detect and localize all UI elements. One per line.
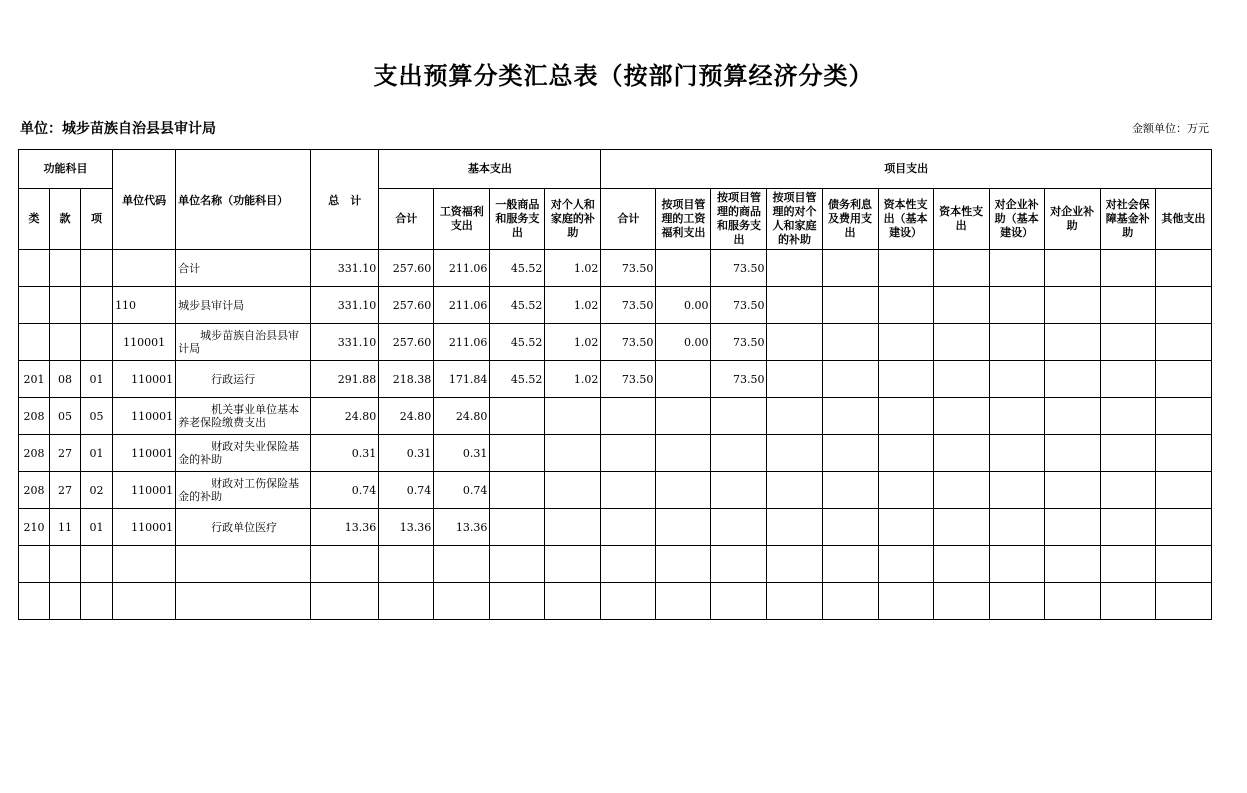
cell-value: 1.02 (545, 361, 601, 398)
cell-value (601, 435, 656, 472)
cell-value: 1.02 (545, 250, 601, 287)
cell-value: 211.06 (434, 250, 490, 287)
cell-value (1044, 546, 1100, 583)
cell-value (1044, 435, 1100, 472)
cell-value (933, 546, 989, 583)
header-basic-col: 对个人和家庭的补助 (545, 189, 601, 250)
cell-value (379, 583, 434, 620)
cell-unit-name: 合计 (176, 250, 311, 287)
header-function-subject: 功能科目 (19, 150, 113, 189)
cell-lei: 201 (19, 361, 50, 398)
cell-value: 0.00 (656, 324, 711, 361)
cell-value (1044, 509, 1100, 546)
header-basic-expenditure: 基本支出 (379, 150, 601, 189)
cell-value (656, 250, 711, 287)
header-project-col: 对企业补助（基本建设） (989, 189, 1044, 250)
cell-value (1155, 250, 1211, 287)
cell-value: 211.06 (434, 287, 490, 324)
cell-value (656, 361, 711, 398)
cell-kuan (50, 250, 81, 287)
cell-value: 0.31 (311, 435, 379, 472)
cell-value (767, 583, 822, 620)
table-row (19, 583, 1212, 620)
cell-value (933, 361, 989, 398)
cell-value (822, 361, 878, 398)
cell-value (601, 509, 656, 546)
cell-unit-code (113, 250, 176, 287)
cell-value (1100, 250, 1155, 287)
cell-value (989, 546, 1044, 583)
cell-unit-code: 110001 (113, 398, 176, 435)
cell-value (1100, 509, 1155, 546)
cell-kuan (50, 546, 81, 583)
cell-kuan (50, 583, 81, 620)
cell-value (379, 546, 434, 583)
cell-value (1044, 287, 1100, 324)
cell-value: 73.50 (711, 287, 767, 324)
header-total: 总 计 (311, 150, 379, 250)
header-project-col: 按项目管理的对个人和家庭的补助 (767, 189, 822, 250)
header-project-col: 资本性支出 (933, 189, 989, 250)
cell-value: 211.06 (434, 324, 490, 361)
cell-value (490, 398, 545, 435)
cell-value: 0.74 (379, 472, 434, 509)
cell-value (601, 398, 656, 435)
cell-value (490, 509, 545, 546)
cell-value (711, 472, 767, 509)
cell-value (878, 361, 933, 398)
header-project-col: 债务利息及费用支出 (822, 189, 878, 250)
header-basic-col: 合计 (379, 189, 434, 250)
cell-value (878, 583, 933, 620)
cell-value (1044, 361, 1100, 398)
cell-unit-name: 行政单位医疗 (176, 509, 311, 546)
cell-value (878, 509, 933, 546)
cell-xiang: 05 (81, 398, 113, 435)
cell-value: 331.10 (311, 287, 379, 324)
cell-kuan: 05 (50, 398, 81, 435)
cell-value (933, 472, 989, 509)
cell-value (1044, 398, 1100, 435)
cell-unit-name: 城步县审计局 (176, 287, 311, 324)
cell-value (1155, 472, 1211, 509)
cell-value (1100, 472, 1155, 509)
cell-value (822, 583, 878, 620)
cell-unit-code: 110001 (113, 361, 176, 398)
header-project-col: 按项目管理的工资福利支出 (656, 189, 711, 250)
cell-value (545, 583, 601, 620)
cell-value: 73.50 (601, 324, 656, 361)
cell-unit-name: 财政对失业保险基金的补助 (176, 435, 311, 472)
cell-value (989, 472, 1044, 509)
cell-value: 13.36 (434, 509, 490, 546)
cell-value (767, 472, 822, 509)
unit-label: 单位：城步苗族自治县县审计局 (20, 121, 216, 137)
cell-value: 24.80 (434, 398, 490, 435)
cell-value: 1.02 (545, 324, 601, 361)
cell-value (1100, 546, 1155, 583)
cell-value (822, 398, 878, 435)
amount-unit-label: 金额单位：万元 (1132, 122, 1209, 135)
cell-value: 73.50 (601, 287, 656, 324)
cell-value (822, 250, 878, 287)
cell-value (933, 324, 989, 361)
cell-xiang: 01 (81, 361, 113, 398)
cell-value (822, 287, 878, 324)
cell-value (767, 435, 822, 472)
cell-value (311, 583, 379, 620)
cell-lei (19, 324, 50, 361)
cell-unit-code: 110001 (113, 472, 176, 509)
cell-value (656, 472, 711, 509)
cell-value: 73.50 (711, 324, 767, 361)
cell-xiang: 01 (81, 509, 113, 546)
cell-value: 45.52 (490, 287, 545, 324)
cell-xiang (81, 287, 113, 324)
cell-unit-code: 110001 (113, 509, 176, 546)
cell-xiang (81, 583, 113, 620)
cell-value (434, 583, 490, 620)
cell-kuan: 11 (50, 509, 81, 546)
cell-value (490, 472, 545, 509)
cell-unit-code: 110 (113, 287, 176, 324)
budget-table (18, 149, 1212, 620)
cell-value: 257.60 (379, 287, 434, 324)
cell-value (490, 583, 545, 620)
header-project-col: 按项目管理的商品和服务支出 (711, 189, 767, 250)
cell-lei: 208 (19, 435, 50, 472)
header-xiang: 项 (81, 189, 113, 250)
cell-value (878, 287, 933, 324)
cell-value (601, 546, 656, 583)
table-row (19, 546, 1212, 583)
cell-value (656, 509, 711, 546)
cell-value: 13.36 (311, 509, 379, 546)
cell-value (601, 472, 656, 509)
cell-value (989, 287, 1044, 324)
cell-value: 0.00 (656, 287, 711, 324)
cell-value (1155, 583, 1211, 620)
cell-value (1100, 361, 1155, 398)
cell-xiang (81, 546, 113, 583)
cell-value: 257.60 (379, 250, 434, 287)
cell-value: 73.50 (711, 250, 767, 287)
cell-value (1155, 435, 1211, 472)
cell-xiang: 02 (81, 472, 113, 509)
cell-unit-code (113, 583, 176, 620)
cell-value (711, 546, 767, 583)
cell-value (933, 583, 989, 620)
cell-value (989, 583, 1044, 620)
cell-value (656, 546, 711, 583)
cell-value (711, 583, 767, 620)
header-project-col: 合计 (601, 189, 656, 250)
cell-value: 73.50 (601, 361, 656, 398)
cell-kuan (50, 287, 81, 324)
cell-value: 0.74 (311, 472, 379, 509)
cell-value (878, 398, 933, 435)
cell-xiang (81, 250, 113, 287)
cell-unit-code: 110001 (113, 435, 176, 472)
cell-unit-code (113, 546, 176, 583)
cell-value (545, 472, 601, 509)
cell-unit-name: 城步苗族自治县县审计局 (176, 324, 311, 361)
header-lei: 类 (19, 189, 50, 250)
cell-lei: 208 (19, 398, 50, 435)
page-title: 支出预算分类汇总表（按部门预算经济分类） (373, 61, 874, 90)
table-row (19, 324, 1212, 361)
cell-value (1155, 509, 1211, 546)
table-row (19, 509, 1212, 546)
cell-value (878, 250, 933, 287)
cell-value (933, 250, 989, 287)
header-project-col: 其他支出 (1155, 189, 1211, 250)
cell-value (822, 324, 878, 361)
cell-value (1155, 324, 1211, 361)
table-row (19, 398, 1212, 435)
cell-value (822, 509, 878, 546)
cell-unit-name: 财政对工伤保险基金的补助 (176, 472, 311, 509)
cell-value (490, 546, 545, 583)
cell-value (490, 435, 545, 472)
cell-value: 171.84 (434, 361, 490, 398)
cell-lei (19, 287, 50, 324)
cell-value (878, 546, 933, 583)
cell-value (711, 509, 767, 546)
cell-value (1155, 546, 1211, 583)
cell-value (1155, 398, 1211, 435)
cell-value (933, 435, 989, 472)
cell-value (933, 287, 989, 324)
cell-value (878, 324, 933, 361)
cell-value (1100, 398, 1155, 435)
cell-lei (19, 546, 50, 583)
cell-value (1155, 361, 1211, 398)
cell-value (933, 398, 989, 435)
cell-value (434, 546, 490, 583)
header-project-col: 对社会保障基金补助 (1100, 189, 1155, 250)
cell-value (545, 509, 601, 546)
cell-value: 73.50 (711, 361, 767, 398)
cell-value (767, 509, 822, 546)
cell-value (822, 546, 878, 583)
cell-value (1044, 472, 1100, 509)
cell-value (545, 398, 601, 435)
cell-value (1100, 583, 1155, 620)
cell-unit-name: 行政运行 (176, 361, 311, 398)
cell-xiang: 01 (81, 435, 113, 472)
cell-kuan: 08 (50, 361, 81, 398)
cell-value (767, 250, 822, 287)
cell-value (767, 287, 822, 324)
cell-value (1044, 324, 1100, 361)
header-unit-code: 单位代码 (113, 150, 176, 250)
cell-value: 45.52 (490, 361, 545, 398)
cell-value: 291.88 (311, 361, 379, 398)
cell-value (767, 361, 822, 398)
cell-value (711, 435, 767, 472)
cell-value (989, 435, 1044, 472)
cell-value (1044, 583, 1100, 620)
cell-value (1155, 287, 1211, 324)
cell-value: 331.10 (311, 324, 379, 361)
cell-value: 13.36 (379, 509, 434, 546)
cell-value (1100, 435, 1155, 472)
cell-lei: 210 (19, 509, 50, 546)
cell-value (822, 435, 878, 472)
cell-value (656, 398, 711, 435)
cell-value (656, 583, 711, 620)
cell-value (767, 546, 822, 583)
cell-value: 0.31 (434, 435, 490, 472)
cell-value (1100, 287, 1155, 324)
cell-value: 24.80 (311, 398, 379, 435)
cell-value (878, 472, 933, 509)
header-project-expenditure: 项目支出 (601, 150, 1212, 189)
cell-unit-name (176, 583, 311, 620)
cell-value (989, 250, 1044, 287)
cell-kuan: 27 (50, 435, 81, 472)
cell-value (989, 509, 1044, 546)
cell-value (545, 546, 601, 583)
cell-value: 0.31 (379, 435, 434, 472)
table-row (19, 361, 1212, 398)
cell-value (989, 361, 1044, 398)
cell-lei (19, 583, 50, 620)
cell-kuan (50, 324, 81, 361)
cell-value: 45.52 (490, 324, 545, 361)
cell-value (822, 472, 878, 509)
cell-lei: 208 (19, 472, 50, 509)
cell-value: 257.60 (379, 324, 434, 361)
cell-value: 331.10 (311, 250, 379, 287)
cell-value (989, 398, 1044, 435)
cell-unit-name (176, 546, 311, 583)
cell-lei (19, 250, 50, 287)
cell-value (711, 398, 767, 435)
cell-value (656, 435, 711, 472)
header-project-col: 对企业补助 (1044, 189, 1100, 250)
cell-value (1044, 250, 1100, 287)
cell-value (767, 324, 822, 361)
cell-value: 73.50 (601, 250, 656, 287)
cell-unit-name: 机关事业单位基本养老保险缴费支出 (176, 398, 311, 435)
header-project-col: 资本性支出（基本建设） (878, 189, 933, 250)
table-row (19, 287, 1212, 324)
cell-kuan: 27 (50, 472, 81, 509)
header-basic-col: 一般商品和服务支出 (490, 189, 545, 250)
table-row (19, 250, 1212, 287)
cell-value: 0.74 (434, 472, 490, 509)
cell-value (933, 509, 989, 546)
cell-value (311, 546, 379, 583)
cell-value (601, 583, 656, 620)
cell-value: 218.38 (379, 361, 434, 398)
cell-value (545, 435, 601, 472)
cell-value (878, 435, 933, 472)
cell-value (989, 324, 1044, 361)
header-kuan: 款 (50, 189, 81, 250)
cell-value: 45.52 (490, 250, 545, 287)
table-row (19, 435, 1212, 472)
table-row (19, 472, 1212, 509)
header-unit-name: 单位名称（功能科目） (176, 150, 311, 250)
cell-value (1100, 324, 1155, 361)
cell-value: 1.02 (545, 287, 601, 324)
cell-unit-code: 110001 (113, 324, 176, 361)
header-basic-col: 工资福利支出 (434, 189, 490, 250)
cell-value (767, 398, 822, 435)
cell-xiang (81, 324, 113, 361)
cell-value: 24.80 (379, 398, 434, 435)
